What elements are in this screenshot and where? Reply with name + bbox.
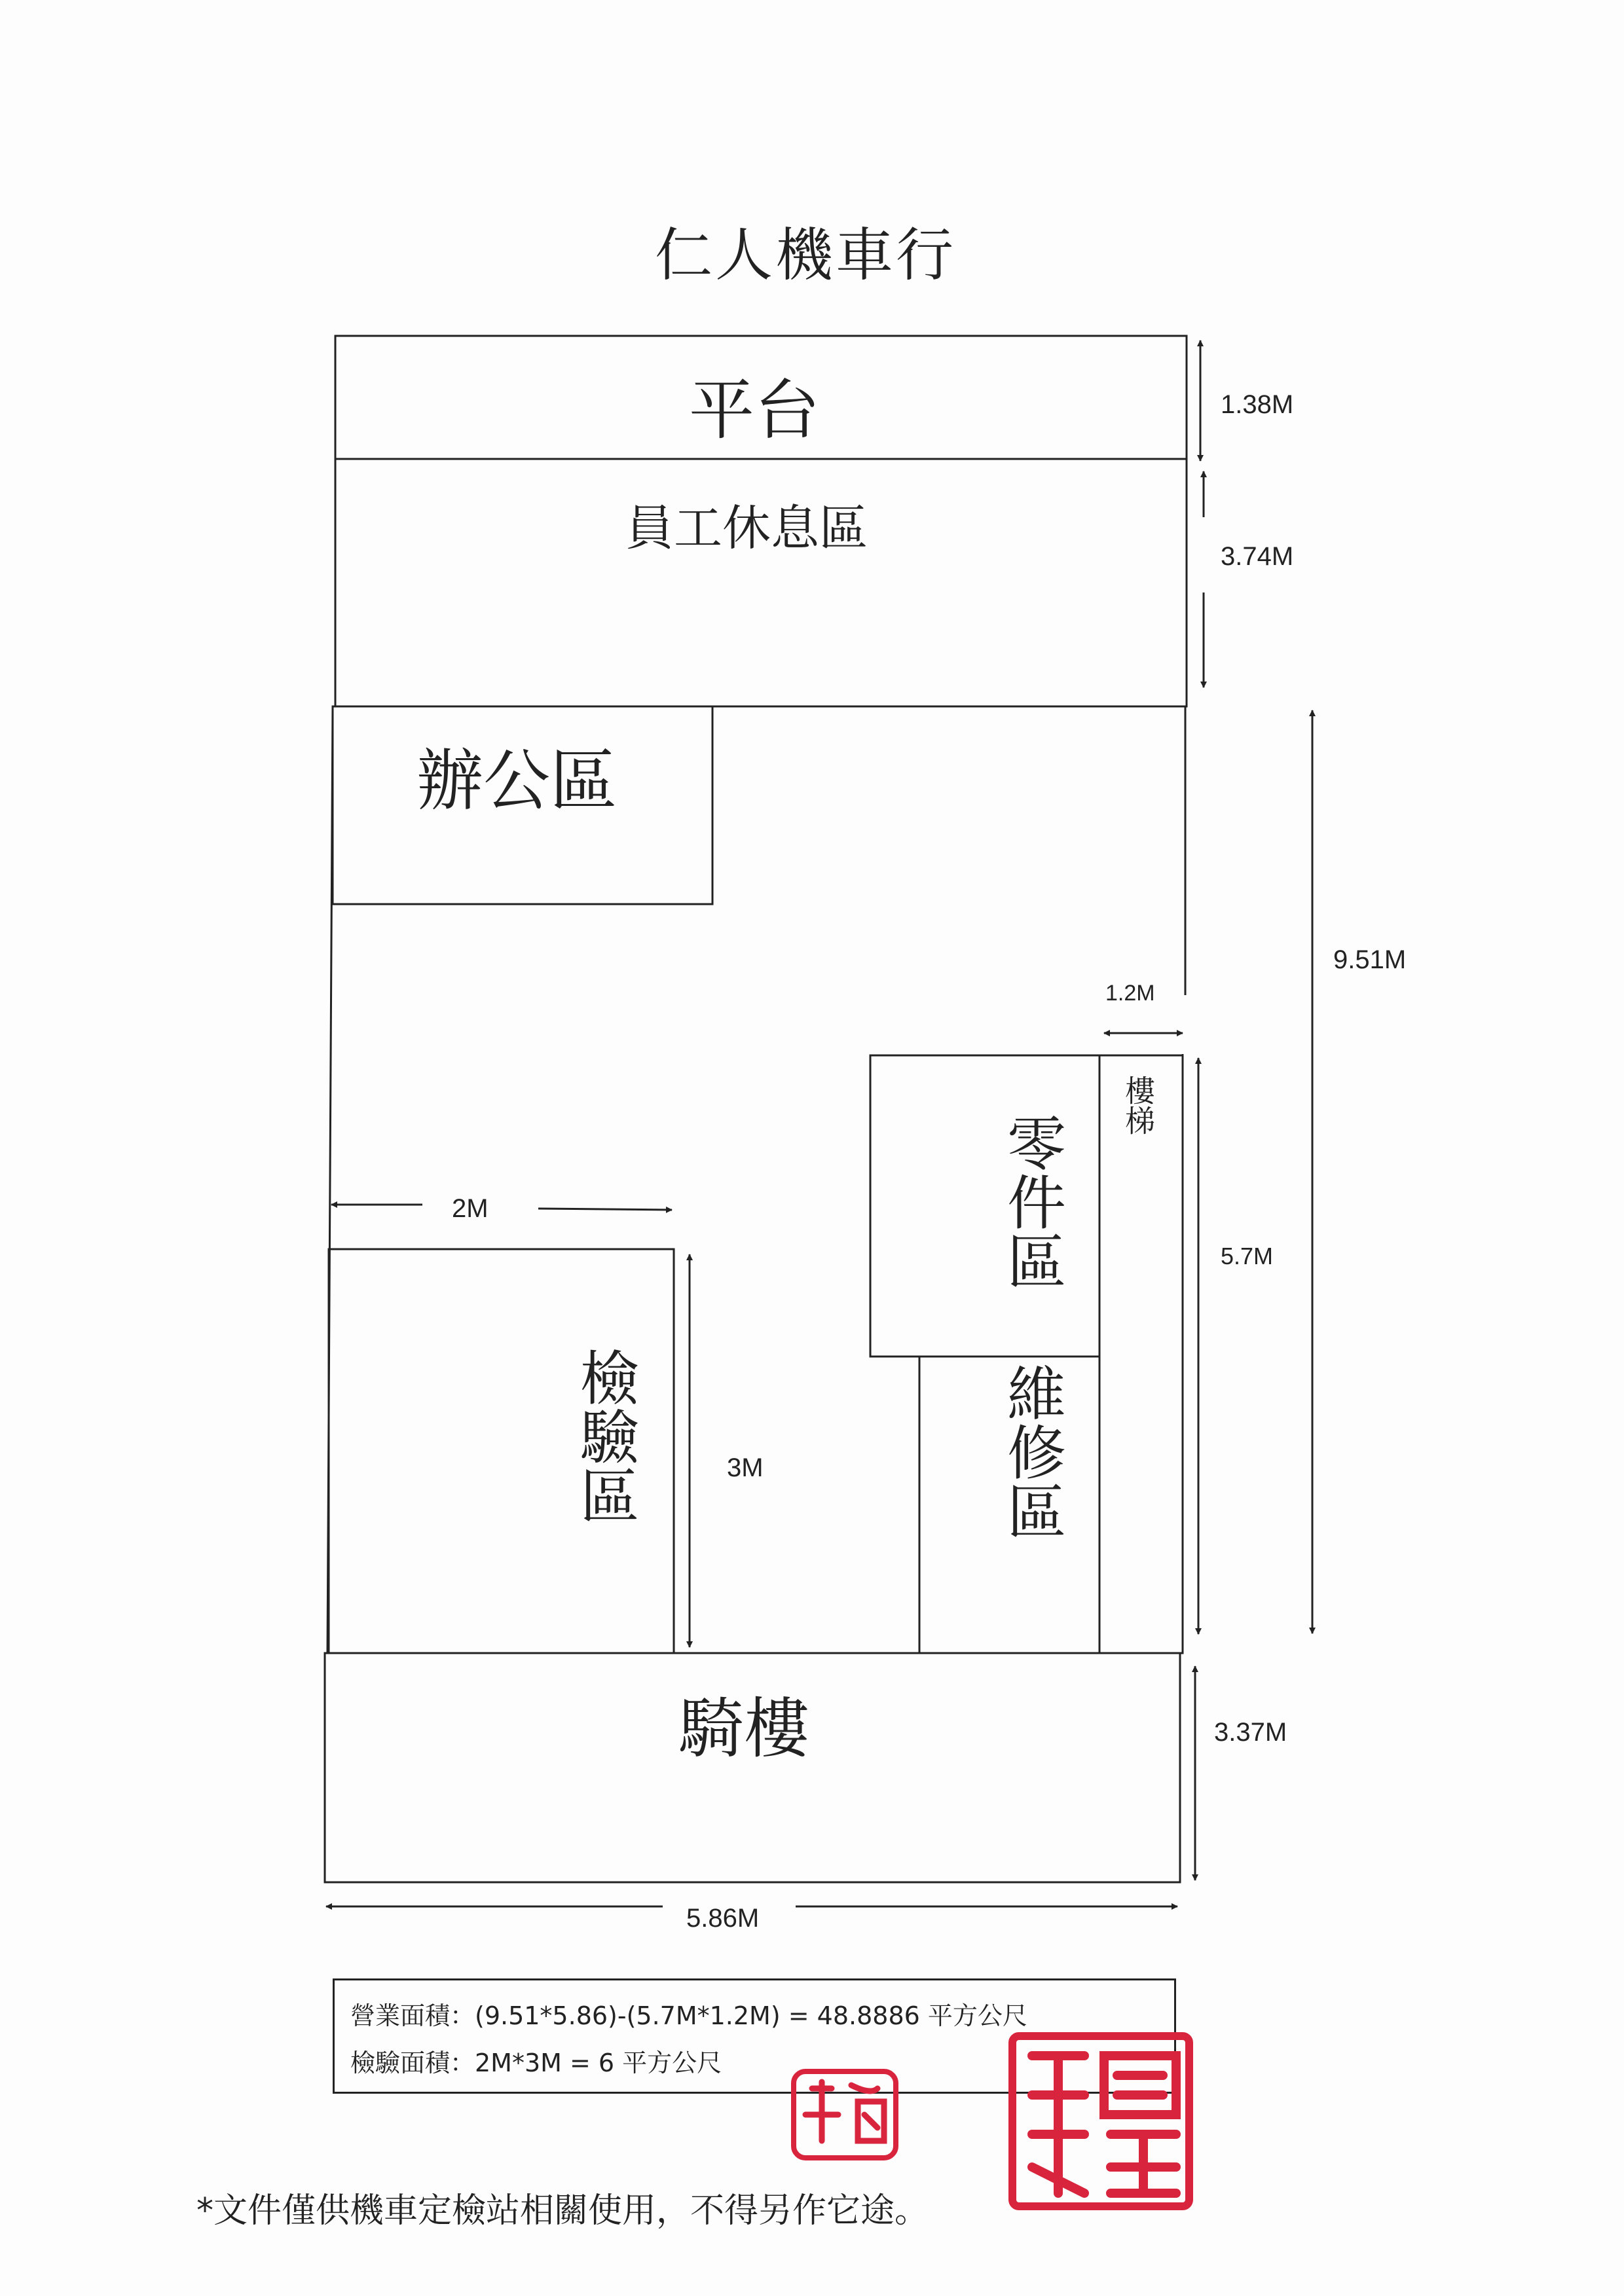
office-label: 辦公區 xyxy=(416,742,617,820)
dim-inspection-width: 2M xyxy=(452,1194,489,1223)
personal-seal-stamp xyxy=(786,2062,904,2167)
platform-label: 平台 xyxy=(689,372,820,448)
inspection-area-note: 檢驗面積：2M*3M = 6 平方公尺 xyxy=(350,2049,722,2077)
parts-label: 零件區 xyxy=(997,1113,1065,1290)
arcade-label: 騎樓 xyxy=(678,1690,809,1767)
stairs-label: 樓梯 xyxy=(1120,1075,1156,1135)
staff-lounge-label: 員工休息區 xyxy=(625,500,868,556)
usage-disclaimer: *文件僅供機車定檢站相關使用，不得另作它途。 xyxy=(196,2191,929,2231)
dim-lounge-height: 3.74M xyxy=(1221,542,1294,571)
inspection-label: 檢驗區 xyxy=(570,1347,638,1524)
business-area-note: 營業面積：(9.51*5.86)-(5.7M*1.2M) = 48.8886 平方公尺 xyxy=(350,2001,1027,2030)
dim-total-width: 5.86M xyxy=(686,1904,760,1933)
dim-inspection-length: 3M xyxy=(727,1453,764,1482)
dim-arcade-height: 3.37M xyxy=(1214,1718,1287,1747)
company-seal-stamp xyxy=(1006,2030,1196,2213)
dim-platform-height: 1.38M xyxy=(1221,390,1294,419)
repair-label: 維修區 xyxy=(997,1363,1065,1540)
dim-stairs-width: 1.2M xyxy=(1105,981,1155,1006)
dim-line-inspection-width-right xyxy=(538,1209,672,1210)
dim-interior-height: 9.51M xyxy=(1333,945,1407,974)
page-title: 仁人機車行 xyxy=(655,221,957,289)
stairs-zone xyxy=(1099,1055,1183,1653)
dim-stairs-length: 5.7M xyxy=(1221,1243,1274,1269)
